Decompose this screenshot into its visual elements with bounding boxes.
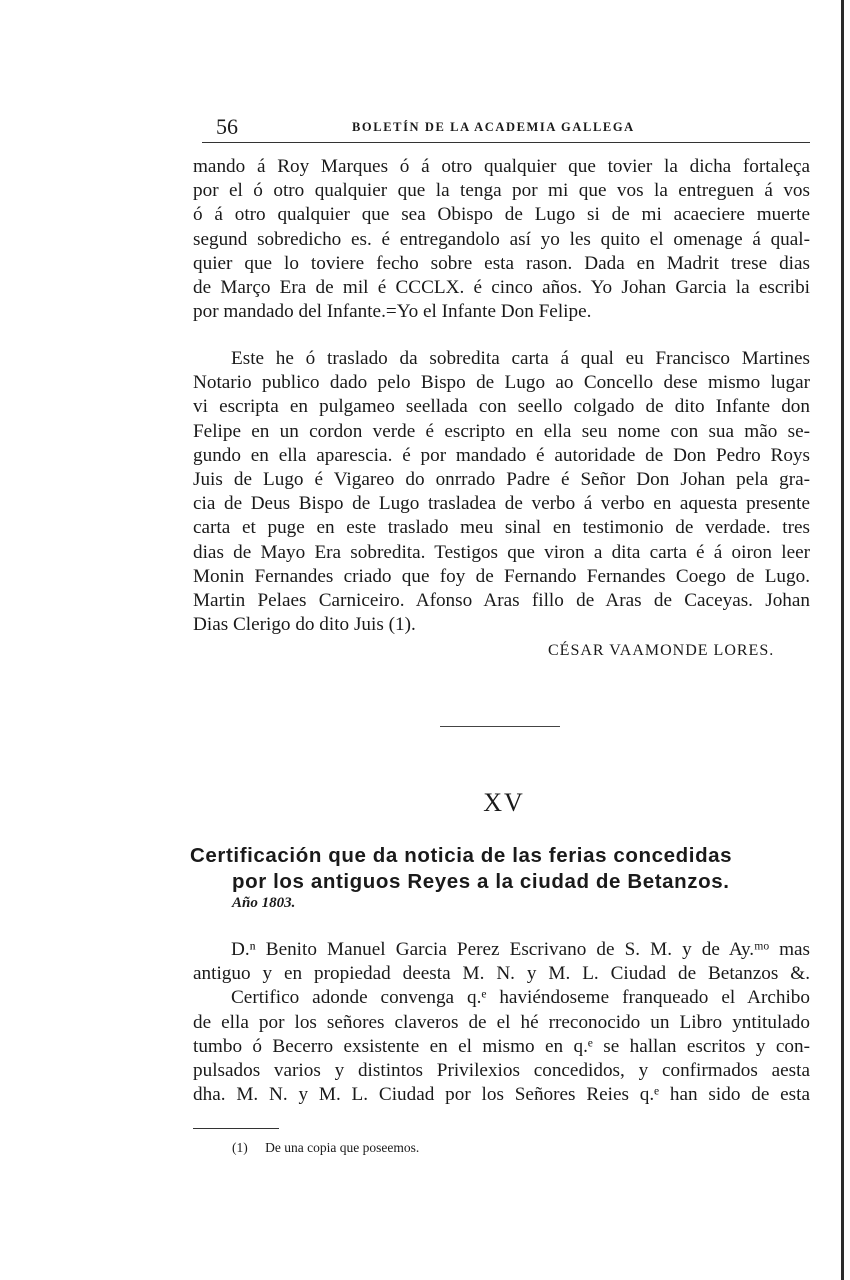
running-header <box>192 114 810 142</box>
text-line: vi escripta en pulgameo seellada con seello colgado de dito Infante don <box>193 396 810 418</box>
chapter-year: Año 1803. <box>232 895 296 911</box>
text-line: mando á Roy Marques ó á otro qualquier que tovier la dicha fortaleça <box>193 156 810 177</box>
paragraph-notary-transcript <box>193 347 810 637</box>
text-line: Martin Pelaes Carniceiro. Afonso Aras fillo de Aras de Caceyas. Johan <box>193 589 810 611</box>
text-line: de ella por los señores claveros de el hé rreconocido un Libro yntitulado <box>193 1011 810 1033</box>
journal-title: BOLETÍN DE LA ACADEMIA GALLEGA <box>352 120 635 134</box>
header-rule <box>202 142 810 143</box>
text-line: antiguo y en propiedad deesta M. N. y M. L. Ciudad de Betanzos &. <box>193 963 810 985</box>
text-line: Este he ó traslado da sobredita carta á qual eu Francisco Martines <box>231 348 810 369</box>
text-line: dias de Mayo Era sobredita. Testigos que viron a dita carta é á oiron leer <box>193 541 810 563</box>
text-line: cia de Deus Bispo de Lugo trasladea de verbo á verbo en aquesta presente <box>193 493 810 515</box>
footnote-rule <box>193 1128 279 1129</box>
text-line: carta et puge en este traslado meu sinal en testimonio de verdade. tres <box>193 517 810 539</box>
text-line: Notario publico dado pelo Bispo de Lugo ao Concello dese mismo lugar <box>193 372 810 394</box>
text-line: tumbo ó Becerro exsistente en el mismo en q.ᵉ se hallan escritos y con- <box>193 1035 810 1057</box>
text-line: segund sobredicho es. é entregandolo así yo les quito el omenage á qual- <box>193 228 810 250</box>
section-divider <box>440 726 560 727</box>
footnote-text: De una copia que poseemos. <box>265 1140 420 1155</box>
chapter-title-line: por los antiguos Reyes a la ciudad de Betanzos. <box>232 870 730 893</box>
text-line: dha. M. N. y M. L. Ciudad por los Señores Reies q.ᵉ han sido de esta <box>193 1084 810 1106</box>
text-line: Juis de Lugo é Vigareo do onrrado Padre é Señor Don Johan pela gra- <box>193 468 810 490</box>
paragraph-certification <box>193 938 810 1107</box>
text-line: D.ⁿ Benito Manuel Garcia Perez Escrivano de S. M. y de Ay.ᵐᵒ mas <box>231 939 810 960</box>
page-number: 56 <box>216 114 238 139</box>
text-line: Certifico adonde convenga q.ᵉ haviéndoseme franqueado el Archibo <box>231 987 810 1009</box>
text-line: por el ó otro qualquier que la tenga por mi que vos la entreguen á vos <box>193 180 810 202</box>
text-line: pulsados varios y distintos Privilexios concedidos, y confirmados aesta <box>193 1059 810 1081</box>
footnote <box>232 1140 419 1156</box>
text-line: Dias Clerigo do dito Juis (1). <box>193 614 416 636</box>
page-edge <box>841 0 844 1280</box>
chapter-title <box>190 843 810 895</box>
footnote-marker: (1) <box>232 1140 248 1155</box>
text-line: de Março Era de mil é CCCLX. é cinco años. Yo Johan Garcia la escribi <box>193 276 810 298</box>
text-line: ó á otro qualquier que sea Obispo de Lugo si de mi acaeciere muerte <box>193 204 810 226</box>
text-line: gundo en ella aparescia. é por mandado é autoridade de Don Pedro Roys <box>193 444 810 466</box>
chapter-title-line: Certificación que da noticia de las ferias concedidas <box>190 844 733 867</box>
paragraph-letter-close <box>193 155 810 324</box>
chapter-number: XV <box>483 788 525 817</box>
text-line: Monin Fernandes criado que foy de Fernando Fernandes Coego de Lugo. <box>193 565 810 587</box>
text-line: quier que lo toviere fecho sobre esta rason. Dada en Madrit trese dias <box>193 252 810 274</box>
text-line: Felipe en un cordon verde é escripto en ella seu nome con sua mão se- <box>193 420 810 442</box>
author-signature: CÉSAR VAAMONDE LORES. <box>548 642 775 659</box>
text-line: por mandado del Infante.=Yo el Infante Don Felipe. <box>193 301 592 323</box>
